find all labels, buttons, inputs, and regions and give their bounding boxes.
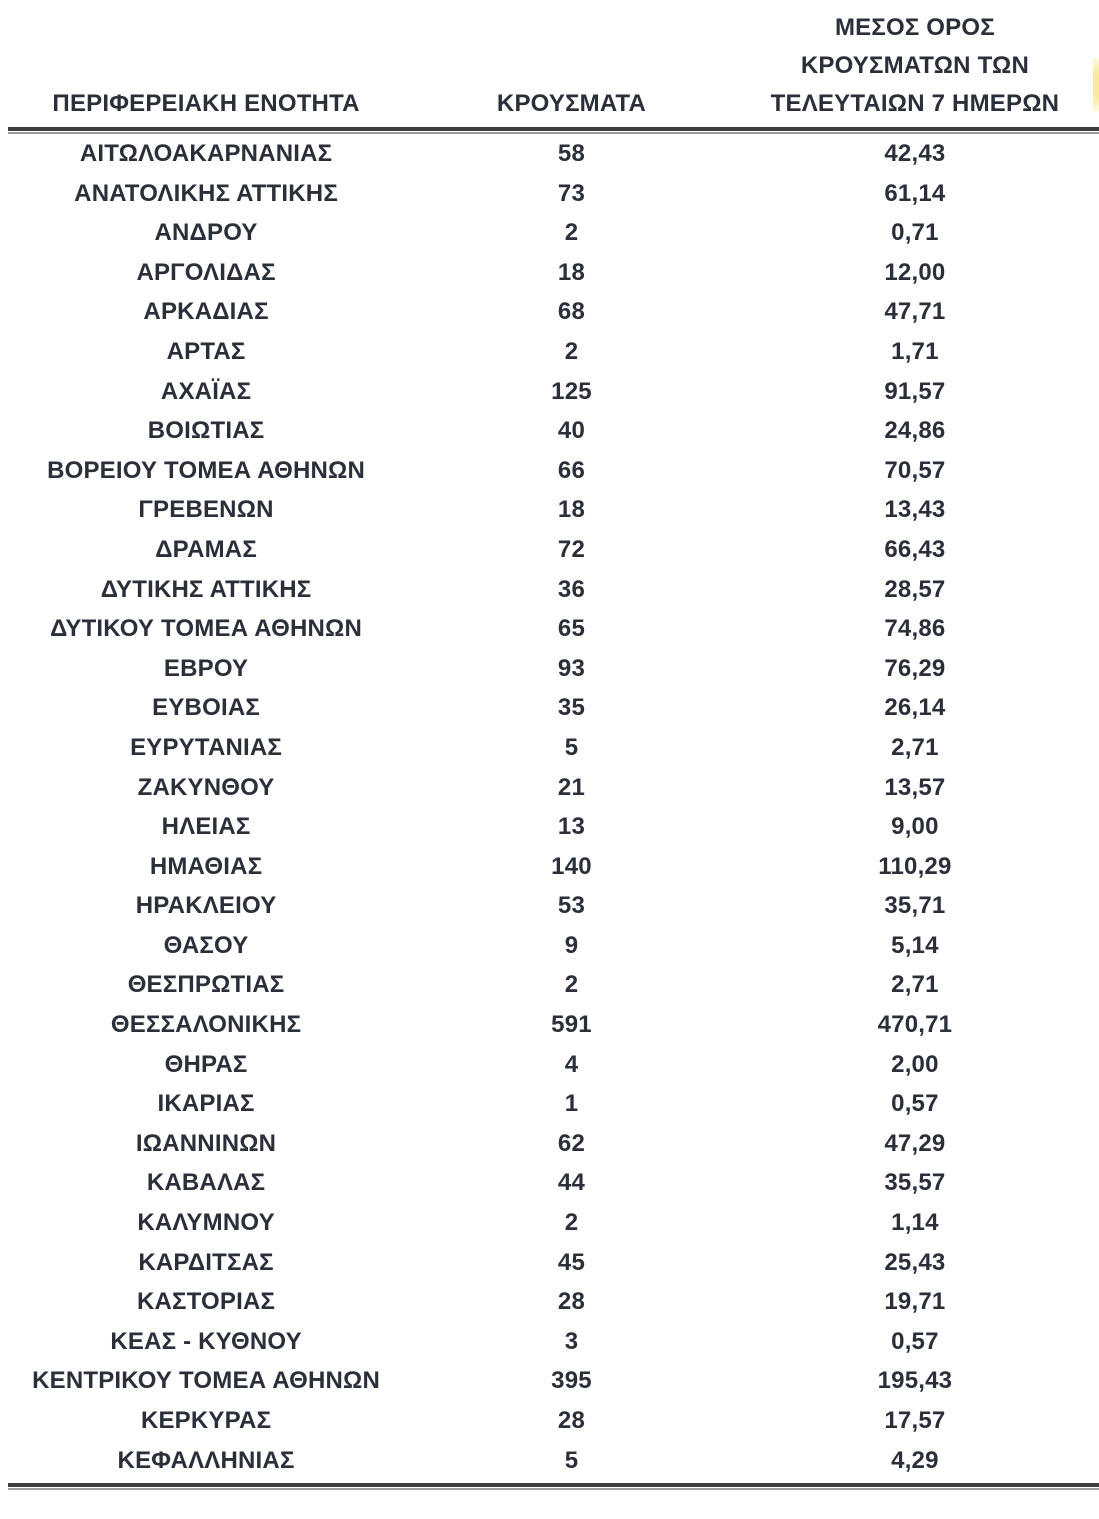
avg7-cell: 17,57: [884, 1407, 946, 1434]
avg7-cell: 12,00: [884, 258, 946, 286]
avg7-cell: 13,43: [884, 496, 946, 524]
table-row: [0, 530, 1099, 570]
table-row: [0, 1084, 1099, 1124]
avg7-cell: 25,43: [884, 1248, 946, 1276]
avg7-cell: 1,71: [891, 337, 939, 365]
cases-cell: 3: [564, 1327, 579, 1355]
cases-cell: 2: [564, 337, 579, 365]
cases-cell: 5: [564, 733, 579, 761]
table-row: [0, 886, 1099, 926]
region-cell: ΑΝΑΤΟΛΙΚΗΣ ΑΤΤΙΚΗΣ: [74, 179, 338, 207]
avg7-cell: 2,71: [891, 733, 939, 761]
table-row: [0, 1322, 1099, 1362]
cases-cell: 1: [564, 1090, 579, 1118]
cases-cell: 62: [557, 1129, 586, 1157]
avg7-cell: 0,71: [891, 219, 939, 247]
table-row: [0, 1441, 1099, 1481]
avg7-cell: 61,14: [884, 179, 946, 207]
avg7-cell: 9,00: [891, 813, 939, 841]
region-cell: ΒΟΙΩΤΙΑΣ: [147, 417, 265, 445]
region-cell: ΑΡΓΟΛΙΔΑΣ: [136, 258, 276, 286]
table-row: [0, 768, 1099, 808]
bottom-rule: [8, 1483, 1099, 1490]
avg7-cell: 35,57: [884, 1169, 946, 1197]
region-cell: ΑΡΚΑΔΙΑΣ: [143, 298, 269, 326]
region-cell: ΔΥΤΙΚΗΣ ΑΤΤΙΚΗΣ: [100, 575, 312, 603]
cases-cell: 125: [551, 377, 592, 405]
avg7-cell: 47,71: [884, 298, 946, 326]
table-row: [0, 728, 1099, 768]
table-row: [0, 926, 1099, 966]
region-cell: ΓΡΕΒΕΝΩΝ: [138, 496, 274, 524]
avg7-cell: 2,00: [891, 1050, 939, 1078]
table-row: [0, 688, 1099, 728]
region-cell: ΘΗΡΑΣ: [164, 1050, 248, 1078]
cases-cell: 53: [557, 892, 586, 920]
cases-cell: 28: [557, 1288, 586, 1316]
region-cell: ΕΥΒΟΙΑΣ: [152, 694, 260, 722]
cases-cell: 9: [564, 931, 579, 959]
table-row: [0, 1163, 1099, 1203]
table-row: [0, 253, 1099, 293]
avg7-cell: 2,71: [891, 971, 939, 999]
table-row: [0, 1124, 1099, 1164]
table-row: [0, 1243, 1099, 1283]
region-cell: ΚΑΒΑΛΑΣ: [146, 1169, 266, 1197]
table-row: [0, 1361, 1099, 1401]
table-row: [0, 451, 1099, 491]
cases-cell: 4: [564, 1050, 579, 1078]
table-row: [0, 372, 1099, 412]
avg7-cell: 0,57: [891, 1090, 939, 1118]
table-row: [0, 1045, 1099, 1085]
cases-cell: 72: [557, 535, 586, 563]
cases-cell: 66: [557, 456, 586, 484]
table-row: [0, 1203, 1099, 1243]
table-row: [0, 1401, 1099, 1441]
table-row: [0, 490, 1099, 530]
cases-cell: 73: [557, 179, 586, 207]
avg7-cell: 4,29: [891, 1446, 939, 1474]
avg7-cell: 28,57: [884, 575, 946, 603]
avg7-cell: 47,29: [884, 1129, 946, 1157]
cases-cell: 2: [564, 971, 579, 999]
avg7-cell: 66,43: [884, 535, 946, 563]
header-rule: [8, 127, 1099, 134]
region-cell: ΚΑΣΤΟΡΙΑΣ: [136, 1288, 276, 1316]
cases-cell: 93: [557, 654, 586, 682]
table-body: [0, 134, 1099, 1480]
avg7-cell: 5,14: [891, 931, 939, 959]
table-row: [0, 292, 1099, 332]
avg7-cell: 76,29: [884, 654, 946, 682]
table-row: [0, 570, 1099, 610]
table-row: [0, 332, 1099, 372]
region-cell: ΚΕΡΚΥΡΑΣ: [140, 1407, 272, 1434]
region-cell: ΕΒΡΟΥ: [163, 654, 249, 682]
cases-cell: 2: [564, 1209, 579, 1237]
region-cell: ΚΑΛΥΜΝΟΥ: [137, 1209, 275, 1237]
table-row: [0, 609, 1099, 649]
avg7-cell: 1,14: [891, 1209, 939, 1237]
region-cell: ΚΕΝΤΡΙΚΟΥ ΤΟΜΕΑ ΑΘΗΝΩΝ: [32, 1367, 381, 1395]
avg7-cell: 0,57: [891, 1327, 939, 1355]
region-cell: ΑΧΑΪΑΣ: [160, 377, 252, 405]
avg7-cell: 195,43: [877, 1367, 953, 1395]
table-row: [0, 1282, 1099, 1322]
header-avg-7-days-label: ΜΕΣΟΣ ΟΡΟΣ ΚΡΟΥΣΜΑΤΩΝ ΤΩΝ ΤΕΛΕΥΤΑΙΩΝ 7 ΗΜΕΡΩΝ: [770, 14, 1060, 117]
table-row: [0, 649, 1099, 689]
cases-cell: 28: [557, 1407, 586, 1434]
region-cell: ΑΝΔΡΟΥ: [154, 219, 258, 247]
table-row: [0, 847, 1099, 887]
cases-cell: 18: [557, 496, 586, 524]
region-cell: ΒΟΡΕΙΟΥ ΤΟΜΕΑ ΑΘΗΝΩΝ: [47, 456, 366, 484]
cases-cell: 140: [551, 852, 592, 880]
region-cell: ΙΩΑΝΝΙΝΩΝ: [135, 1129, 277, 1157]
avg7-cell: 24,86: [884, 417, 946, 445]
region-cell: ΔΡΑΜΑΣ: [155, 535, 257, 563]
cases-cell: 58: [557, 140, 586, 167]
avg7-cell: 26,14: [884, 694, 946, 722]
avg7-cell: 110,29: [878, 852, 952, 880]
cases-cell: 44: [557, 1169, 586, 1197]
table-row: [0, 174, 1099, 214]
cases-cell: 13: [557, 813, 586, 841]
table-row: [0, 213, 1099, 253]
avg7-cell: 35,71: [884, 892, 946, 920]
table-row: [0, 965, 1099, 1005]
header-avg-7-days: [731, 9, 1099, 123]
avg7-cell: 74,86: [884, 615, 946, 643]
avg7-cell: 470,71: [877, 1011, 953, 1039]
table-row: [0, 1005, 1099, 1045]
region-cell: ΔΥΤΙΚΟΥ ΤΟΜΕΑ ΑΘΗΝΩΝ: [50, 615, 363, 643]
cases-cell: 45: [557, 1248, 586, 1276]
region-cell: ΚΕΦΑΛΛΗΝΙΑΣ: [117, 1446, 295, 1474]
region-cell: ΚΕΑΣ - ΚΥΘΝΟΥ: [110, 1327, 302, 1355]
cases-cell: 40: [557, 417, 586, 445]
region-cell: ΘΕΣΠΡΩΤΙΑΣ: [127, 971, 285, 999]
region-cell: ΖΑΚΥΝΘΟΥ: [137, 773, 275, 801]
cases-cell: 65: [557, 615, 586, 643]
cases-cell: 21: [557, 773, 586, 801]
table-row: [0, 411, 1099, 451]
avg7-cell: 91,57: [884, 377, 946, 405]
region-cell: ΗΛΕΙΑΣ: [161, 813, 251, 841]
cases-cell: 68: [557, 298, 586, 326]
region-cell: ΑΡΤΑΣ: [166, 337, 246, 365]
avg7-cell: 42,43: [884, 140, 946, 167]
avg7-cell: 70,57: [884, 456, 946, 484]
cases-cell: 591: [551, 1011, 592, 1039]
avg7-cell: 19,71: [884, 1288, 946, 1316]
region-cell: ΗΡΑΚΛΕΙΟΥ: [135, 892, 277, 920]
region-cell: ΚΑΡΔΙΤΣΑΣ: [138, 1248, 274, 1276]
region-cell: ΕΥΡΥΤΑΝΙΑΣ: [130, 733, 283, 761]
region-cell: ΑΙΤΩΛΟΑΚΑΡΝΑΝΙΑΣ: [79, 140, 333, 167]
table-row: [0, 807, 1099, 847]
cases-cell: 2: [564, 219, 579, 247]
region-cell: ΙΚΑΡΙΑΣ: [157, 1090, 255, 1118]
table-header-row: [0, 0, 1099, 127]
region-cell: ΗΜΑΘΙΑΣ: [149, 852, 263, 880]
cases-cell: 35: [557, 694, 586, 722]
region-cell: ΘΕΣΣΑΛΟΝΙΚΗΣ: [110, 1011, 302, 1039]
clipped-highlight-sliver: [1093, 58, 1099, 112]
cases-cell: 395: [551, 1367, 592, 1395]
region-cell: ΘΑΣΟΥ: [163, 931, 249, 959]
header-regional-unit: ΠΕΡΙΦΕΡΕΙΑΚΗ ΕΝΟΤΗΤΑ: [52, 90, 360, 117]
avg7-cell: 13,57: [884, 773, 946, 801]
cases-cell: 36: [557, 575, 586, 603]
table-row: [0, 134, 1099, 174]
header-cases: ΚΡΟΥΣΜΑΤΑ: [496, 90, 647, 117]
cases-cell: 5: [564, 1446, 579, 1474]
cases-cell: 18: [557, 258, 586, 286]
